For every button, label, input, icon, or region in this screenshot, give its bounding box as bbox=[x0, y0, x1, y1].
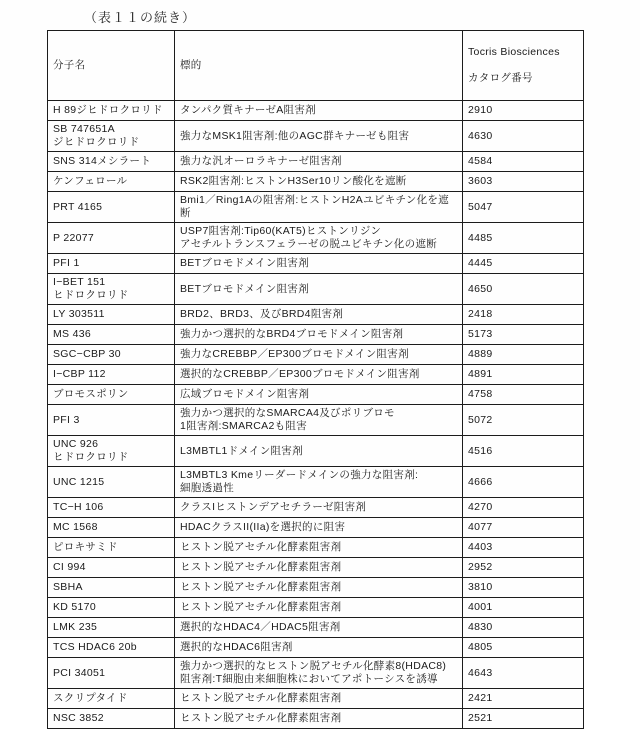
table-row bbox=[48, 192, 584, 223]
molecule-name-cell: I−CBP 112 bbox=[48, 365, 175, 385]
table-row bbox=[48, 365, 584, 385]
table-row bbox=[48, 172, 584, 192]
table-row bbox=[48, 638, 584, 658]
target-cell: L3MBTL3 Kmeリーダードメインの強力な阻害剤: 細胞透過性 bbox=[175, 467, 463, 498]
catalog-number-cell: 2418 bbox=[463, 305, 584, 325]
catalog-number-cell: 4485 bbox=[463, 223, 584, 254]
target-cell: 選択的なHDAC6阻害剤 bbox=[175, 638, 463, 658]
catalog-number-cell: 4584 bbox=[463, 152, 584, 172]
molecule-name-cell: LY 303511 bbox=[48, 305, 175, 325]
target-cell: ヒストン脱アセチル化酵素阻害剤 bbox=[175, 538, 463, 558]
target-cell: Bmi1／Ring1Aの阻害剤:ヒストンH2Aユビキチン化を遮断 bbox=[175, 192, 463, 223]
target-cell: 選択的なHDAC4／HDAC5阻害剤 bbox=[175, 618, 463, 638]
target-cell: BETブロモドメイン阻害剤 bbox=[175, 254, 463, 274]
catalog-number-cell: 2952 bbox=[463, 558, 584, 578]
molecule-name-cell: TCS HDAC6 20b bbox=[48, 638, 175, 658]
molecule-name-cell: SB 747651A ジヒドロクロリド bbox=[48, 121, 175, 152]
table-body bbox=[48, 101, 584, 729]
molecule-name-cell: スクリプタイド bbox=[48, 689, 175, 709]
catalog-number-cell: 4805 bbox=[463, 638, 584, 658]
table-row bbox=[48, 467, 584, 498]
molecule-name-cell: UNC 926 ヒドロクロリド bbox=[48, 436, 175, 467]
target-cell: HDACクラスII(IIa)を選択的に阻害 bbox=[175, 518, 463, 538]
table-row bbox=[48, 658, 584, 689]
table-row bbox=[48, 558, 584, 578]
table-row bbox=[48, 274, 584, 305]
molecule-name-cell: ピロキサミド bbox=[48, 538, 175, 558]
target-cell: USP7阻害剤:Tip60(KAT5)ヒストンリジン アセチルトランスフェラーゼの脱ユビキチン化の遮断 bbox=[175, 223, 463, 254]
molecule-name-cell: PCI 34051 bbox=[48, 658, 175, 689]
molecule-name-cell: NSC 3852 bbox=[48, 709, 175, 729]
molecule-name-cell: PFI 1 bbox=[48, 254, 175, 274]
target-cell: ヒストン脱アセチル化酵素阻害剤 bbox=[175, 689, 463, 709]
table-row bbox=[48, 689, 584, 709]
table-row bbox=[48, 578, 584, 598]
table-header-row bbox=[48, 31, 584, 101]
molecule-name-cell: KD 5170 bbox=[48, 598, 175, 618]
compound-table bbox=[47, 30, 584, 729]
target-cell: 強力かつ選択的なBRD4ブロモドメイン阻害剤 bbox=[175, 325, 463, 345]
table-row bbox=[48, 538, 584, 558]
table-row bbox=[48, 518, 584, 538]
molecule-name-cell: MC 1568 bbox=[48, 518, 175, 538]
catalog-number-cell: 5072 bbox=[463, 405, 584, 436]
target-cell: 強力かつ選択的なSMARCA4及びポリブロモ 1阻害剤:SMARCA2も阻害 bbox=[175, 405, 463, 436]
catalog-number-cell: 4666 bbox=[463, 467, 584, 498]
target-cell: ヒストン脱アセチル化酵素阻害剤 bbox=[175, 709, 463, 729]
catalog-number-cell: 4077 bbox=[463, 518, 584, 538]
table-row bbox=[48, 436, 584, 467]
target-cell: BETブロモドメイン阻害剤 bbox=[175, 274, 463, 305]
target-cell: 広域ブロモドメイン阻害剤 bbox=[175, 385, 463, 405]
molecule-name-cell: TC−H 106 bbox=[48, 498, 175, 518]
molecule-name-cell: UNC 1215 bbox=[48, 467, 175, 498]
molecule-name-cell: MS 436 bbox=[48, 325, 175, 345]
catalog-number-cell: 2521 bbox=[463, 709, 584, 729]
molecule-name-cell: SNS 314メシラート bbox=[48, 152, 175, 172]
catalog-number-cell: 4270 bbox=[463, 498, 584, 518]
target-cell: ヒストン脱アセチル化酵素阻害剤 bbox=[175, 578, 463, 598]
molecule-name-cell: I−BET 151 ヒドロクロリド bbox=[48, 274, 175, 305]
molecule-name-cell: SGC−CBP 30 bbox=[48, 345, 175, 365]
target-cell: 強力な汎オーロラキナーゼ阻害剤 bbox=[175, 152, 463, 172]
table-row bbox=[48, 385, 584, 405]
catalog-number-cell: 4445 bbox=[463, 254, 584, 274]
catalog-number-cell: 4650 bbox=[463, 274, 584, 305]
molecule-name-cell: ケンフェロール bbox=[48, 172, 175, 192]
table-row bbox=[48, 121, 584, 152]
target-cell: ヒストン脱アセチル化酵素阻害剤 bbox=[175, 598, 463, 618]
table-row bbox=[48, 223, 584, 254]
molecule-name-cell: SBHA bbox=[48, 578, 175, 598]
catalog-number-cell: 4830 bbox=[463, 618, 584, 638]
table-row bbox=[48, 305, 584, 325]
catalog-number-cell: 4643 bbox=[463, 658, 584, 689]
target-cell: L3MBTL1ドメイン阻害剤 bbox=[175, 436, 463, 467]
catalog-number-cell: 5047 bbox=[463, 192, 584, 223]
table-row bbox=[48, 498, 584, 518]
catalog-number-cell: 3603 bbox=[463, 172, 584, 192]
column-header-catalog-number bbox=[463, 31, 584, 101]
molecule-name-cell: PFI 3 bbox=[48, 405, 175, 436]
catalog-header-vendor: Tocris Biosciences bbox=[468, 46, 560, 58]
target-cell: 強力なMSK1阻害剤:他のAGC群キナーゼも阻害 bbox=[175, 121, 463, 152]
table-row bbox=[48, 618, 584, 638]
molecule-name-cell: PRT 4165 bbox=[48, 192, 175, 223]
table-row bbox=[48, 101, 584, 121]
target-cell: 強力かつ選択的なヒストン脱アセチル化酵素8(HDAC8) 阻害剤:T細胞由来細胞株においてアポトーシスを誘導 bbox=[175, 658, 463, 689]
target-cell: BRD2、BRD3、及びBRD4阻害剤 bbox=[175, 305, 463, 325]
catalog-number-cell: 4001 bbox=[463, 598, 584, 618]
target-cell: クラスIヒストンデアセチラーゼ阻害剤 bbox=[175, 498, 463, 518]
table-row bbox=[48, 254, 584, 274]
target-cell: ヒストン脱アセチル化酵素阻害剤 bbox=[175, 558, 463, 578]
molecule-name-cell: LMK 235 bbox=[48, 618, 175, 638]
table-row bbox=[48, 325, 584, 345]
column-header-molecule-name: 分子名 bbox=[48, 31, 175, 101]
catalog-number-cell: 4403 bbox=[463, 538, 584, 558]
table-row bbox=[48, 709, 584, 729]
molecule-name-cell: H 89ジヒドロクロリド bbox=[48, 101, 175, 121]
molecule-name-cell: ブロモスポリン bbox=[48, 385, 175, 405]
catalog-number-cell: 5173 bbox=[463, 325, 584, 345]
catalog-number-cell: 3810 bbox=[463, 578, 584, 598]
table-row bbox=[48, 598, 584, 618]
catalog-number-cell: 2910 bbox=[463, 101, 584, 121]
catalog-header-label: カタログ番号 bbox=[468, 72, 533, 84]
catalog-number-cell: 4891 bbox=[463, 365, 584, 385]
target-cell: タンパク質キナーゼA阻害剤 bbox=[175, 101, 463, 121]
catalog-number-cell: 4889 bbox=[463, 345, 584, 365]
column-header-target: 標的 bbox=[175, 31, 463, 101]
target-cell: 強力なCREBBP／EP300ブロモドメイン阻害剤 bbox=[175, 345, 463, 365]
catalog-number-cell: 4516 bbox=[463, 436, 584, 467]
molecule-name-cell: CI 994 bbox=[48, 558, 175, 578]
table-row bbox=[48, 405, 584, 436]
molecule-name-cell: P 22077 bbox=[48, 223, 175, 254]
catalog-number-cell: 4630 bbox=[463, 121, 584, 152]
table-row bbox=[48, 152, 584, 172]
page-title: （表１１の続き） bbox=[84, 10, 197, 25]
table-row bbox=[48, 345, 584, 365]
catalog-number-cell: 2421 bbox=[463, 689, 584, 709]
target-cell: 選択的なCREBBP／EP300ブロモドメイン阻害剤 bbox=[175, 365, 463, 385]
catalog-number-cell: 4758 bbox=[463, 385, 584, 405]
target-cell: RSK2阻害剤:ヒストンH3Ser10リン酸化を遮断 bbox=[175, 172, 463, 192]
